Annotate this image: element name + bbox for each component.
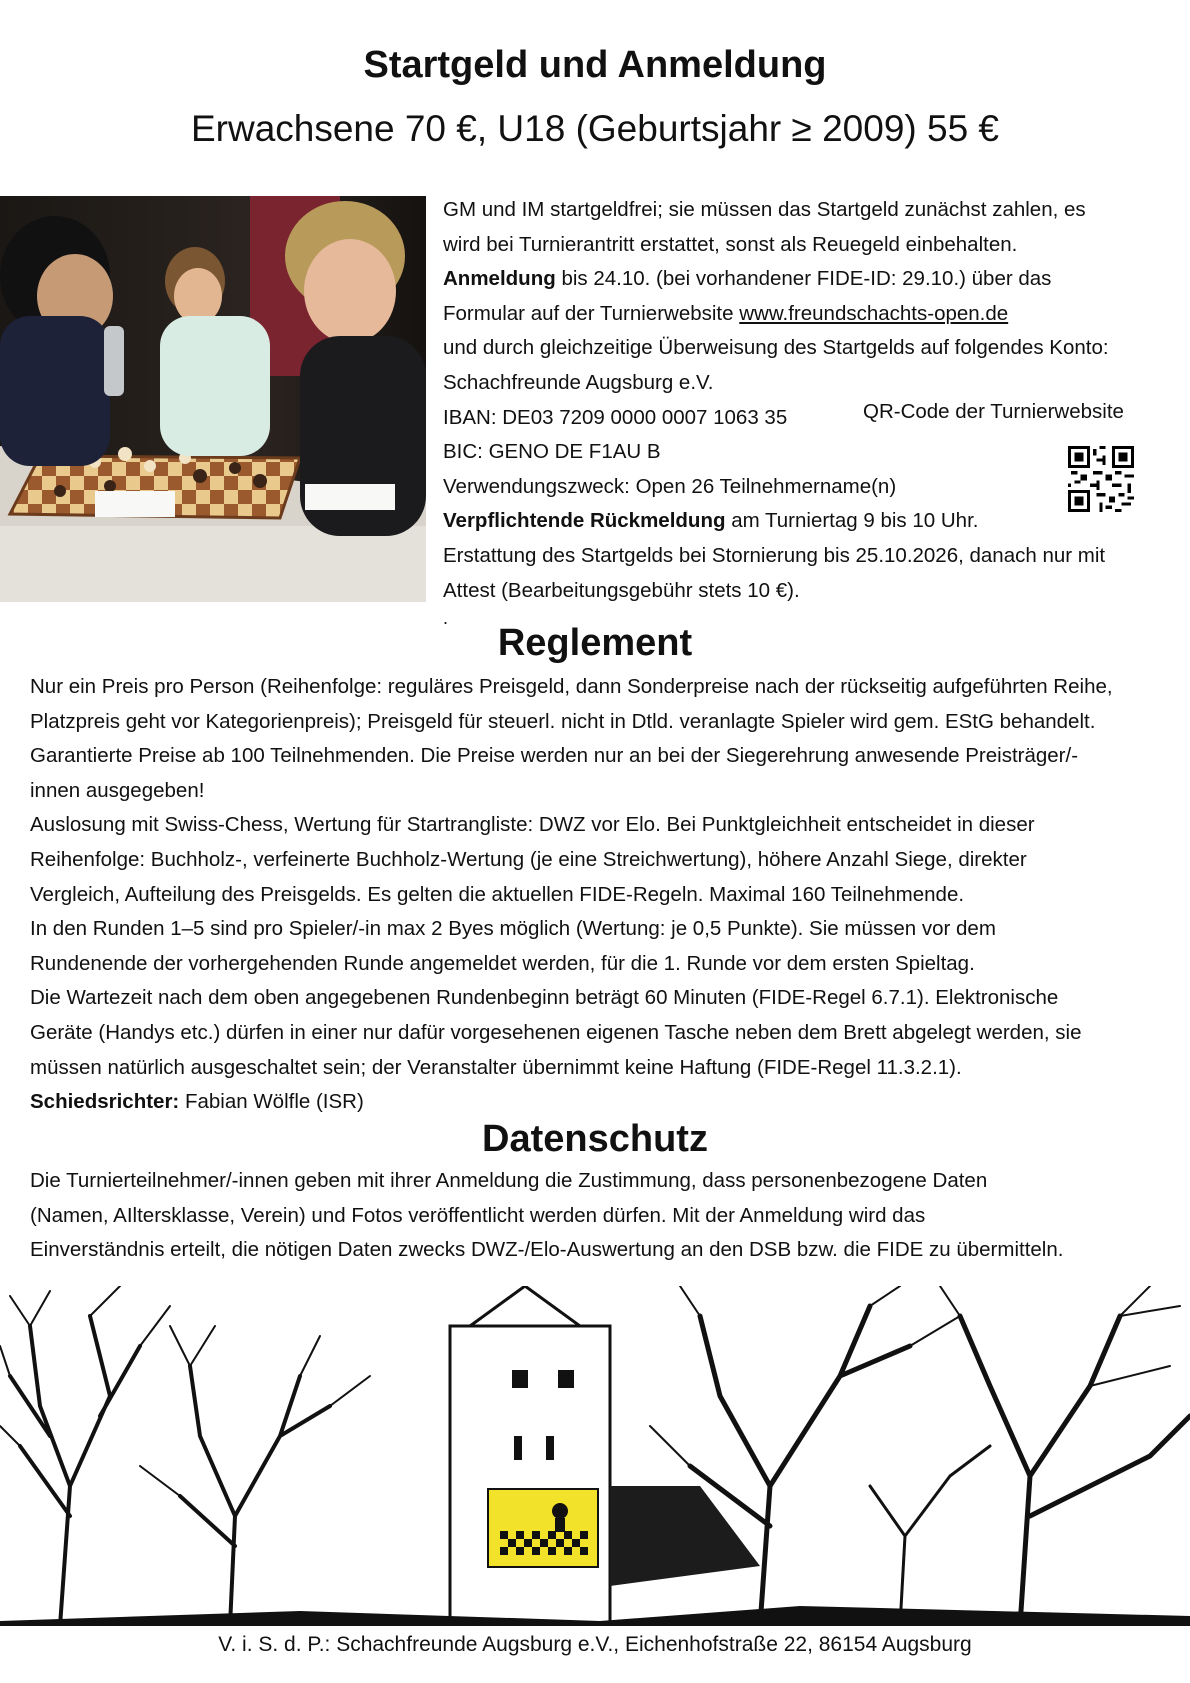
registration-deadline-line xyxy=(443,262,1163,297)
tower-trees-illustration xyxy=(0,1286,1190,1626)
reglement-heading: Reglement xyxy=(497,622,693,664)
check-in-label: Verpflichtende Rückmeldung xyxy=(443,509,726,533)
reglement-line: innen ausgegeben! xyxy=(30,778,205,802)
reglement-line: Garantierte Preise ab 100 Teilnehmenden. Die Preise werden nur an bei der Siegerehrung anwesende Preisträger/- xyxy=(30,744,1079,768)
reglement-line: In den Runden 1–5 sind pro Spieler/-in max 2 Byes möglich (Wertung: je 0,5 Punkte). Sie müssen vor dem xyxy=(30,917,996,941)
website-link[interactable]: www.freundschachts-open.de xyxy=(739,301,1009,325)
page-title: Startgeld und Anmeldung xyxy=(363,44,827,86)
stray-dot: . xyxy=(443,608,449,628)
qr-code-icon[interactable] xyxy=(1068,446,1134,512)
form-text: Formular auf der Turnierwebsite xyxy=(443,301,740,325)
privacy-text xyxy=(30,1164,1170,1268)
bic: BIC: GENO DE F1AU B xyxy=(443,440,661,464)
check-in-line xyxy=(443,504,1163,539)
privacy-line: (Namen, AIltersklasse, Verein) und Fotos veröffentlicht werden dürfen. Mit der Anmeldung wird das xyxy=(30,1203,926,1227)
privacy-line: Einverständnis erteilt, die nötigen Daten zwecks DWZ-/Elo-Auswertung an den DSB bzw. die FIDE zu übermitteln. xyxy=(30,1238,1064,1262)
reglement-line: Reihenfolge: Buchholz-, verfeinerte Buchholz-Wertung (je eine Streichwertung), höhere Anzahl Siege, direkter xyxy=(30,847,1027,871)
refund-line-1: Erstattung des Startgelds bei Stornierung bis 25.10.2026, danach nur mit xyxy=(443,543,1106,567)
privacy-heading: Datenschutz xyxy=(482,1118,708,1160)
fee-exemption-line: GM und IM startgeldfrei; sie müssen das Startgeld zunächst zahlen, es xyxy=(443,198,1086,221)
reglement-line: Vergleich, Aufteilung des Preisgelds. Es gelten die aktuellen FIDE-Regeln. Maximal 160 Teilnehmende. xyxy=(30,882,965,906)
refund-line-2: Attest (Bearbeitungsgebühr stets 10 €). xyxy=(443,578,800,602)
payment-purpose: Verwendungszweck: Open 26 Teilnehmername(n) xyxy=(443,474,897,498)
reglement-line: Nur ein Preis pro Person (Reihenfolge: reguläres Preisgeld, dann Sonderpreise nach der rückseitig aufgeführten Reihe, xyxy=(30,675,1113,698)
privacy-line: Die Turnierteilnehmer/-innen geben mit ihrer Anmeldung die Zustimmung, dass personenbezogene Daten xyxy=(30,1169,988,1192)
referee-line xyxy=(30,1085,1170,1120)
referee-label: Schiedsrichter: xyxy=(30,1090,180,1114)
check-in-time: am Turniertag 9 bis 10 Uhr. xyxy=(725,509,979,533)
registration-label: Anmeldung xyxy=(443,267,556,291)
chess-players-photo xyxy=(0,196,426,602)
reglement-line: Rundenende der vorhergehenden Runde angemeldet werden, für die 1. Runde vor dem ersten Spieltag. xyxy=(30,951,975,975)
registration-form-line xyxy=(443,297,1163,332)
reglement-line: Auslosung mit Swiss-Chess, Wertung für Startrangliste: DWZ vor Elo. Bei Punktgleichheit entscheidet in dieser xyxy=(30,813,1035,837)
reglement-line: Die Wartezeit nach dem oben angegebenen Rundenbeginn beträgt 60 Minuten (FIDE-Regel 6.7.1). Elektronische xyxy=(30,986,1059,1010)
registration-deadline-text: bis 24.10. (bei vorhandener FIDE-ID: 29.10.) über das xyxy=(555,267,1052,291)
fee-refund-note-line: wird bei Turnierantritt erstattet, sonst als Reuegeld einbehalten. xyxy=(443,232,1018,256)
iban: IBAN: DE03 7209 0000 0007 1063 35 xyxy=(443,405,788,429)
footer-imprint: V. i. S. d. P.: Schachfreunde Augsburg e.V., Eichenhofstraße 22, 86154 Augsburg xyxy=(218,1633,972,1656)
reglement-line: Platzpreis geht vor Kategorienpreis); Preisgeld für steuerl. nicht in Dtld. veranlagte Spieler wird gem. EStG behandelt. xyxy=(30,709,1096,733)
account-holder: Schachfreunde Augsburg e.V. xyxy=(443,370,714,394)
reglement-line: Geräte (Handys etc.) dürfen in einer nur dafür vorgesehenen eigenen Tasche neben dem Brett abgelegt werden, sie xyxy=(30,1020,1082,1044)
qr-code-label: QR-Code der Turnierwebsite xyxy=(863,400,1124,423)
transfer-instruction-line: und durch gleichzeitige Überweisung des Startgelds auf folgendes Konto: xyxy=(443,336,1109,360)
fee-subtitle: Erwachsene 70 €, U18 (Geburtsjahr ≥ 2009) 55 € xyxy=(190,108,1000,149)
reglement-line: müssen natürlich ausgeschaltet sein; der Veranstalter übernimmt keine Haftung (FIDE-Regel 11.3.2.1). xyxy=(30,1055,962,1079)
referee-name: Fabian Wölfle (ISR) xyxy=(179,1090,364,1114)
reglement-text xyxy=(30,670,1170,1120)
